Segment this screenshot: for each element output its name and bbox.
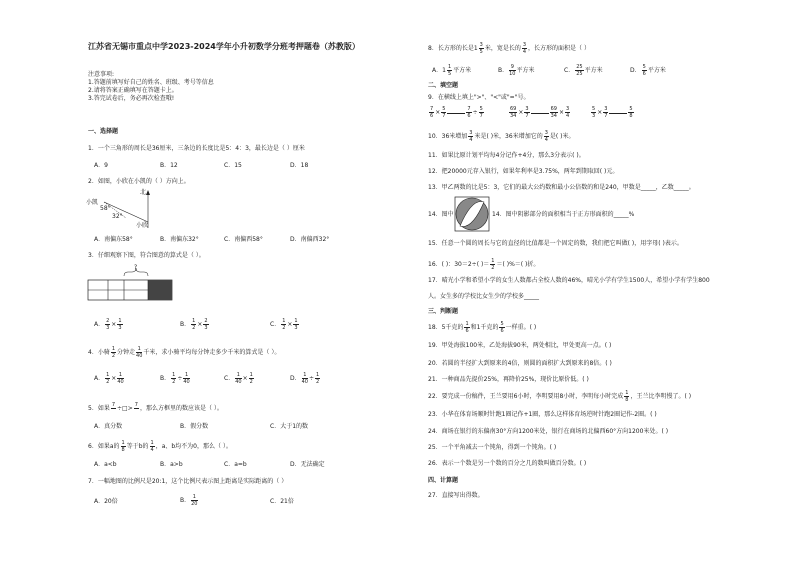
kai-label: 小凯 — [86, 199, 99, 206]
option-a: A．1 $\frac{1}{5}$ 平方米 — [432, 64, 472, 77]
option-d: D．南偏西32° — [290, 236, 330, 243]
question-15: 15．任意一个圆的周长与它的直径的比值都是一个固定的数，我们把它叫做( )，用字母( )表示。 — [428, 240, 683, 247]
question-14-label: 14．图中 — [428, 211, 454, 218]
option-b: B． $\frac{1}{2}$ ÷ $\frac{1}{40}$ — [160, 372, 190, 385]
question-17-cont: 人。女生多的学校比女生少的学校多_____ — [428, 293, 540, 300]
option-b: B． $\frac{1}{2}$ × $\frac{2}{3}$ — [180, 318, 208, 331]
option-c: C．15 — [224, 162, 242, 169]
option-d: D．无法确定 — [290, 461, 325, 468]
question-5: 5．如果 7 ÷□> 7 ，那么方框里的数应该是（ ）。 — [88, 402, 223, 412]
question-13: 13．甲乙两数的比是5：3，它们的最大公约数和最小公倍数的和是240，甲数是_____，乙数_____。 — [428, 184, 695, 191]
option-d: D． $\frac{5}{6}$ 平方米 — [630, 64, 666, 77]
question-11: 11．如果比原计划平均每4分记作+4分，那么3分表示( )。 — [428, 152, 585, 159]
question-23: 23．小华在体育场顺时针跑1圈记作+1圈，那么这样体育场逆时针跑2圈记作-2圈。( ) — [428, 411, 657, 418]
option-d: D． $\frac{1}{40}$ ÷ $\frac{1}{2}$ — [290, 372, 320, 385]
section-heading: 一、选择题 — [88, 128, 119, 135]
option-c: C．大于1的数 — [270, 423, 309, 430]
question-4: 4．小骑 $\frac{1}{2}$ 分钟走 $\frac{1}{40}$ 千米，求小骑平均每分钟走多少千米的算式是（ ）。 — [88, 346, 281, 359]
option-b: B．12 — [160, 162, 178, 169]
north-label: 北 — [140, 189, 147, 196]
notes-item: 1.答题前填写好自己的姓名、班级、考号等信息 — [88, 79, 214, 86]
question-16: 16．( )：30＝2÷( )＝ $\frac{1}{2}$ ＝( )%＝( )折。 — [428, 258, 540, 271]
option-a: A．南偏东58° — [94, 236, 133, 243]
option-a: A．a<b — [94, 461, 117, 468]
option-b: B． $\frac{9}{10}$ 平方米 — [498, 64, 535, 77]
bar-diagram — [86, 264, 176, 304]
compare-item: $\frac{69}{34}$ × $\frac{3}{7}$ $\frac{69}{34}$ × $\frac{3}{4}$ — [510, 106, 570, 119]
question-6: 6．如果a的 $\frac{1}{8}$ 等于b的 $\frac{1}{4}$ ，a、b均不为0，那么（ ）。 — [88, 440, 232, 453]
section-heading: 四、计算题 — [428, 477, 459, 484]
option-b: B．南偏东32° — [160, 236, 199, 243]
option-b: B．a>b — [160, 461, 183, 468]
option-c: C． $\frac{1}{2}$ × $\frac{1}{3}$ — [270, 318, 298, 331]
section-heading: 三、判断题 — [428, 308, 459, 315]
question-22: 22．要完成一份稿件，王兰要用6小时，李明要用8小时，李明每小时完成 $\frac{1}{8}$ ，王兰比李明慢了。( ) — [428, 390, 692, 403]
option-d: D．18 — [290, 162, 309, 169]
option-c: C．a=b — [224, 461, 247, 468]
question-2: 2．如图，小欣在小凯的（ ）方向上。 — [88, 178, 190, 185]
question-14: 14．图中阴影部分的面积相当于正方形面积的_____% — [492, 211, 635, 218]
question-mark: ? — [134, 264, 138, 271]
compare-item: $\frac{5}{3}$ × $\frac{3}{7}$ $\frac{5}{8}$ — [592, 106, 633, 119]
page-title: 江苏省无锡市重点中学2023-2024学年小升初数学分班考押题卷（苏教版） — [88, 42, 360, 51]
angle-label: 58° — [100, 205, 111, 212]
question-9: 9．在横线上填上">"、"<"或"="号。 — [428, 94, 530, 101]
compare-item: $\frac{7}{6}$ × $\frac{5}{7}$ $\frac{7}{6}$ ÷ $\frac{5}{7}$ — [430, 106, 483, 119]
question-10: 10．36米增加 $\frac{3}{4}$ 米是( )米，36米增加它的 $\frac{3}{4}$ 是( )米。 — [428, 130, 575, 143]
option-a: A．真分数 — [94, 423, 123, 430]
option-a: A． $\frac{2}{3}$ × $\frac{1}{3}$ — [94, 318, 122, 331]
question-21: 21．一种商品先提价25%，再降价25%，现价比原价低。( ) — [428, 376, 589, 383]
question-8: 8．长方形的长是1 $\frac{3}{5}$ 米，宽是长的 $\frac{3}{4}$ ，长方形的面积是（ ） — [428, 42, 590, 55]
question-26: 26．表示一个数是另一个数的百分之几的数叫做百分数。( ) — [428, 460, 587, 467]
option-a: A．20倍 — [94, 498, 118, 505]
option-b: B． $\frac{1}{20}$ — [180, 494, 198, 507]
question-17: 17．晴光小学和希望小学的女生人数都占全校人数的46%，晴光小学有学生1500人，希望小学有学生800 — [428, 277, 710, 284]
notes-heading: 注意事项: — [88, 71, 115, 78]
option-c: C． $\frac{1}{40}$ × $\frac{1}{2}$ — [224, 372, 253, 385]
xin-label: 小欣 — [136, 222, 149, 229]
option-a: A． $\frac{1}{2}$ × $\frac{1}{40}$ — [94, 372, 124, 385]
notes-item: 3.答完试卷后，务必再次检查哦! — [88, 95, 175, 102]
section-heading: 二、填空题 — [428, 82, 459, 89]
question-24: 24．商场在银行的东偏南30°方向1200米处，银行在商场的北偏西60°方向1200米处。( ) — [428, 428, 669, 435]
question-18: 18．5千克的 $\frac{1}{6}$ 和1千克的 $\frac{5}{6}$ 一样重。( ) — [428, 321, 537, 334]
option-c: C．21倍 — [270, 498, 294, 505]
question-25: 25．一个平角减去一个钝角，得到一个钝角。( ) — [428, 444, 557, 451]
notes-item: 2.请将答案正确填写在答题卡上。 — [88, 87, 178, 94]
question-27: 27．直接写出得数。 — [428, 492, 484, 499]
question-19: 19．甲处海拔100米，乙处海拔90米，两处相比，甲处更高一点。( ) — [428, 342, 612, 349]
question-3: 3．仔细观察下图，符合图意的算式是（ ）。 — [88, 252, 205, 259]
option-c: C．南偏西58° — [224, 236, 263, 243]
option-b: B．假分数 — [180, 423, 209, 430]
option-c: C． $\frac{25}{25}$ 平方米 — [564, 64, 603, 77]
question-12: 12．把20000元存入银行，如果年利率是3.75%，两年到期取回( )元。 — [428, 168, 619, 175]
square-circle-figure — [454, 196, 490, 232]
direction-figure — [86, 188, 166, 232]
angle-label: 32° — [112, 213, 123, 220]
question-7: 7．一幅地图的比例尺是20:1，这个比例尺表示图上距离是实际距离的（ ） — [88, 478, 288, 485]
question-20: 20．若圆的半径扩大到原来的4倍，则圆的面积扩大到原来的8倍。( ) — [428, 360, 612, 367]
option-a: A．9 — [94, 162, 108, 169]
question-1: 1．一个三角形的周长是36厘米，三条边的长度比是5：4：3，最长边是（ ）厘米 — [88, 145, 305, 152]
